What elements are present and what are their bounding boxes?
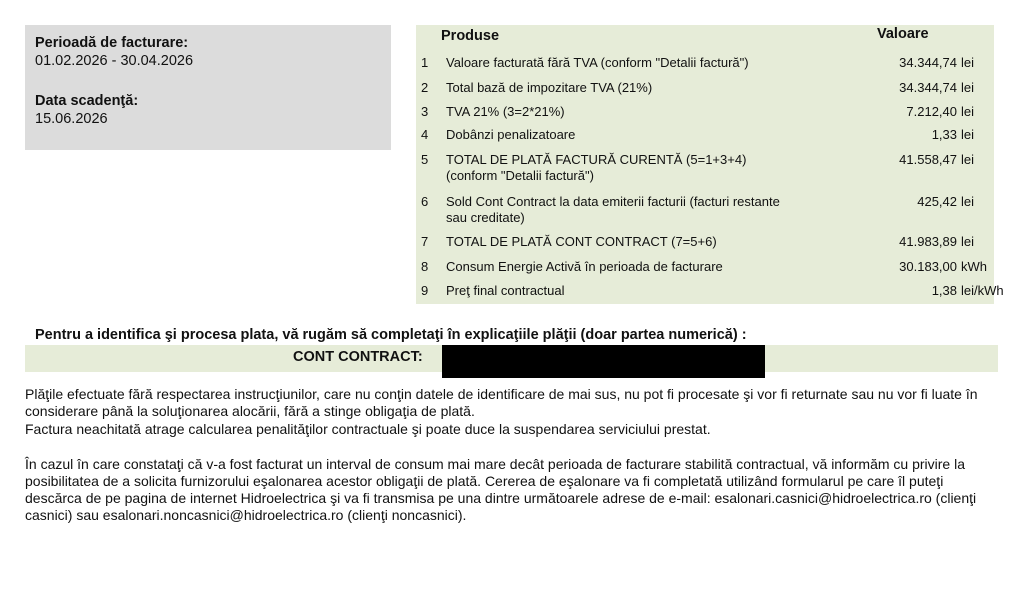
row-number: 5 [421, 152, 429, 167]
row-number: 4 [421, 127, 429, 142]
row-number: 3 [421, 104, 429, 119]
row-amount: 425,42 [917, 194, 957, 209]
penalty-notice-paragraph: Factura neachitată atrage calcularea penalităţilor contractuale şi poate duce la suspendarea serviciului prestat. [25, 421, 711, 437]
row-unit: lei [961, 194, 975, 209]
row-unit: lei [961, 104, 975, 119]
row-description: Total bază de impozitare TVA (21%) [446, 80, 653, 95]
row-unit: kWh [961, 259, 987, 274]
products-header: Produse [441, 28, 500, 44]
installment-info-paragraph: În cazul în care constataţi că v-a fost facturat un interval de consum mai mare decât perioada de facturare stabilită contractual, vă informăm cu privire la posibilitatea de a solicita furnizorului eşalonarea acestor obligaţii de plată. Cererea de eşalonare va fi completată utilizând formularul pe care îl puteţi descărca de pe pagina de internet Hidroelectrica şi va fi transmisa pe una dintre următoarele adrese de e-mail: esalonari.casnici@hidroelectrica.ro (clienţi casnici) sau esalonari.noncasnici@hidroelectrica.ro (clienţi noncasnici). [25, 456, 977, 523]
row-description: Valoare facturată fără TVA (conform "Detalii factură") [446, 55, 749, 70]
row-number: 6 [421, 194, 429, 209]
row-number: 7 [421, 234, 429, 249]
payment-instructions-title: Pentru a identifica şi procesa plata, vă rugăm să completaţi în explicaţiile plăţii (doar partea numerică) : [35, 327, 747, 343]
redacted-contract-number [442, 345, 765, 378]
row-number: 8 [421, 259, 429, 274]
row-description: Sold Cont Contract la data emiterii facturii (facturi restante sau creditate) [446, 194, 780, 225]
row-description: Preţ final contractual [446, 283, 565, 298]
row-unit: lei [961, 55, 975, 70]
payment-warning-paragraph: Plăţile efectuate fără respectarea instrucţiunilor, care nu conţin datele de identificare de mai sus, nu pot fi procesate şi vor fi returnate sau nu vor fi luate în considerare până la soluţionarea alocării, fără a stinge obligaţia de plată. [25, 386, 978, 419]
row-amount: 7.212,40 [906, 104, 957, 119]
row-number: 2 [421, 80, 429, 95]
row-description: Consum Energie Activă în perioada de facturare [446, 259, 723, 274]
row-description: Dobânzi penalizatoare [446, 127, 576, 142]
row-amount: 41.983,89 [899, 234, 957, 249]
due-date-label: Data scadenţă: [35, 93, 139, 109]
row-amount: 41.558,47 [899, 152, 957, 167]
row-unit: lei [961, 80, 975, 95]
row-unit: lei [961, 127, 975, 142]
billing-period-value: 01.02.2026 - 30.04.2026 [35, 53, 194, 69]
row-number: 1 [421, 55, 429, 70]
due-date-value: 15.06.2026 [35, 111, 108, 127]
row-unit: lei [961, 234, 975, 249]
row-description: TVA 21% (3=2*21%) [446, 104, 565, 119]
products-table [416, 25, 1004, 304]
row-amount: 34.344,74 [899, 80, 957, 95]
row-unit: lei/kWh [961, 283, 1004, 298]
row-description: TOTAL DE PLATĂ CONT CONTRACT (7=5+6) [446, 234, 717, 249]
billing-period-box [25, 25, 391, 150]
row-description: TOTAL DE PLATĂ FACTURĂ CURENTĂ (5=1+3+4) (conform "Detalii factură") [446, 152, 747, 183]
contract-account-band [25, 345, 998, 372]
row-amount: 1,38 [931, 283, 957, 298]
row-amount: 1,33 [931, 127, 957, 142]
row-amount: 30.183,00 [899, 259, 957, 274]
billing-period-label: Perioadă de facturare: [35, 35, 189, 51]
row-unit: lei [961, 152, 975, 167]
row-number: 9 [421, 283, 429, 298]
row-amount: 34.344,74 [899, 55, 957, 70]
contract-account-label: CONT CONTRACT: [293, 349, 423, 365]
value-header: Valoare [877, 26, 929, 42]
